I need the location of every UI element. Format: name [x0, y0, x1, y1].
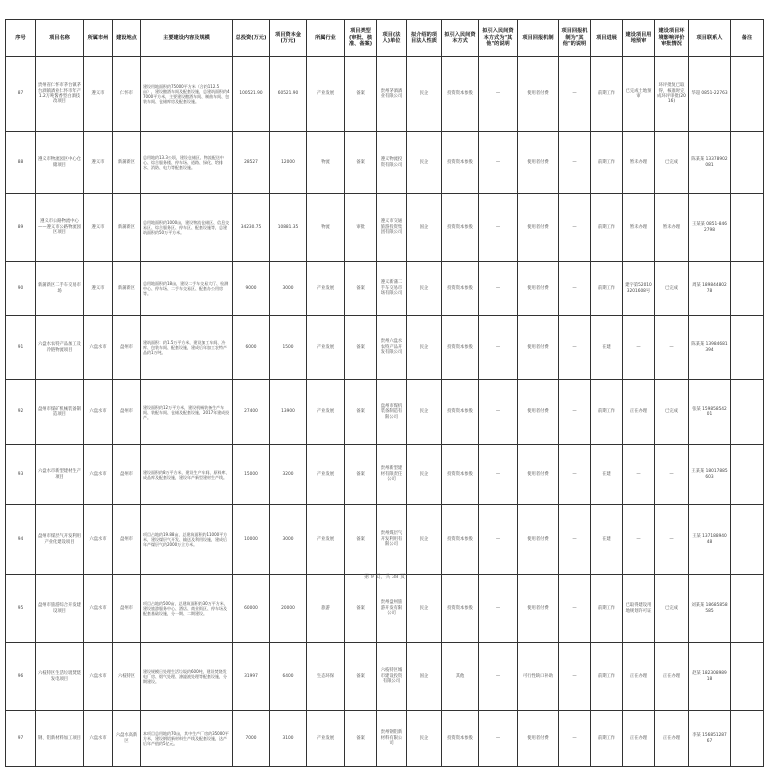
- cell-mode: 投资资本参股: [442, 316, 479, 380]
- cell-location: 新蒲新区: [113, 132, 141, 194]
- cell-industry: 产业发展: [307, 505, 345, 575]
- cell-total: 15000: [233, 445, 270, 505]
- cell-mode-other: —: [479, 643, 518, 711]
- cell-name: 盘州市煤矿机械装备制造项目: [36, 380, 84, 445]
- cell-capital: 3200: [270, 445, 307, 505]
- cell-note: [731, 445, 764, 505]
- cell-industry: 产业发展: [307, 380, 345, 445]
- cell-return-other: —: [559, 575, 591, 643]
- cell-mode-other: —: [479, 57, 518, 132]
- cell-note: [731, 505, 764, 575]
- cell-type: 备案: [345, 445, 377, 505]
- cell-content: 总用地约13.3公顷，建设仓储区、物流配送中心、综合服务楼、停车场、道路、绿化、给排水、消防、电力等配套设施。: [141, 132, 233, 194]
- cell-city: 六盘水市: [84, 575, 113, 643]
- cell-no: 94: [6, 505, 36, 575]
- cell-location: 仁怀市: [113, 57, 141, 132]
- table-row: [6, 316, 764, 380]
- cell-content: 建设用地面积约75000平方米（合约112.5亩），建设酿酒车间及配套设施，总建筑面积约47000平方米，主要建设酿酒车间、制曲车间、包装车间、仓储库房及配套设施。: [141, 57, 233, 132]
- cell-return: 使用者付费: [518, 132, 559, 194]
- cell-progress: 在建: [591, 316, 623, 380]
- cell-progress: 前期工作: [591, 380, 623, 445]
- cell-content: 建设面积约8万平方米，建设生产车间、原料库、成品库及配套设施，建设年产新型建材生产线。: [141, 445, 233, 505]
- cell-contact: 刘某某 18685858585: [689, 575, 731, 643]
- cell-no: 90: [6, 262, 36, 316]
- cell-mode: 投资资本参股: [442, 575, 479, 643]
- cell-city: 遵义市: [84, 132, 113, 194]
- cell-note: [731, 711, 764, 767]
- cell-type: 审批: [345, 194, 377, 262]
- cell-mode-other: —: [479, 445, 518, 505]
- cell-nature: 民企: [407, 316, 442, 380]
- table-row: [6, 262, 764, 316]
- cell-return-other: —: [559, 380, 591, 445]
- cell-total: 7000: [233, 711, 270, 767]
- cell-city: 六盘水市: [84, 711, 113, 767]
- cell-mode: 投资资本参股: [442, 57, 479, 132]
- cell-progress: 在建: [591, 445, 623, 505]
- header-note: 备注: [731, 20, 764, 57]
- cell-owner: 贵州钢铝新材料有限公司: [377, 711, 407, 767]
- header-total: 总投资(万元): [233, 20, 270, 57]
- cell-owner: 贵州茅酒酒业有限公司: [377, 57, 407, 132]
- cell-total: 31997: [233, 643, 270, 711]
- cell-location: 盘州市: [113, 316, 141, 380]
- cell-contact: 张某 15985854201: [689, 380, 731, 445]
- cell-no: 93: [6, 445, 36, 505]
- cell-industry: 物流: [307, 194, 345, 262]
- cell-nature: 国企: [407, 643, 442, 711]
- cell-return: 使用者付费: [518, 194, 559, 262]
- cell-no: 91: [6, 316, 36, 380]
- cell-note: [731, 132, 764, 194]
- cell-nature: 国企: [407, 194, 442, 262]
- cell-nature: 民企: [407, 711, 442, 767]
- header-industry: 所属行业: [307, 20, 345, 57]
- cell-total: 28527: [233, 132, 270, 194]
- cell-location: 六盘水高新区: [113, 711, 141, 767]
- cell-mode-other: —: [479, 132, 518, 194]
- header-return-other: 项目回报机制为"其他"的说明: [559, 20, 591, 57]
- cell-mode: 投资资本参股: [442, 505, 479, 575]
- cell-return: 使用者付费: [518, 57, 559, 132]
- cell-eia: 已完成: [655, 575, 689, 643]
- cell-owner: 贵州煤层气开发利用有限公司: [377, 505, 407, 575]
- cell-contact: 李某 15685128767: [689, 711, 731, 767]
- cell-city: 遵义市: [84, 57, 113, 132]
- cell-city: 六盘水市: [84, 316, 113, 380]
- header-location: 建设地点: [113, 20, 141, 57]
- cell-mode: 投资资本参股: [442, 262, 479, 316]
- cell-mode: 投资资本参股: [442, 132, 479, 194]
- cell-note: [731, 57, 764, 132]
- cell-eia: 暂未办理: [655, 194, 689, 262]
- cell-type: 备案: [345, 711, 377, 767]
- cell-location: 新蒲新区: [113, 262, 141, 316]
- cell-land: 建字第520103201608号: [623, 262, 655, 316]
- cell-location: 六枝特区: [113, 643, 141, 711]
- cell-return-other: —: [559, 316, 591, 380]
- cell-mode: 其他: [442, 643, 479, 711]
- cell-nature: 民企: [407, 262, 442, 316]
- cell-return-other: —: [559, 194, 591, 262]
- cell-industry: 产业发展: [307, 316, 345, 380]
- header-nature: 拟介绍的项目法人性质: [407, 20, 442, 57]
- cell-land: —: [623, 505, 655, 575]
- table-header-row: [6, 20, 764, 57]
- table-row: [6, 643, 764, 711]
- cell-content: 总用地面积约1000亩，建设物流仓储区、信息交易区、综合服务区、停车区、配套设施等，总建筑面积约50万平方米。: [141, 194, 233, 262]
- cell-mode-other: —: [479, 262, 518, 316]
- cell-type: 备案: [345, 505, 377, 575]
- cell-capital: 6400: [270, 643, 307, 711]
- cell-owner: 贵州盘州旅游开发有限公司: [377, 575, 407, 643]
- cell-nature: 民企: [407, 445, 442, 505]
- cell-owner: 遵义物流投资有限公司: [377, 132, 407, 194]
- project-table: [5, 19, 764, 767]
- cell-return: 使用者付费: [518, 711, 559, 767]
- cell-eia: —: [655, 505, 689, 575]
- cell-nature: 民企: [407, 575, 442, 643]
- cell-note: [731, 380, 764, 445]
- cell-capital: 1500: [270, 316, 307, 380]
- header-mode: 拟引入民间资本方式: [442, 20, 479, 57]
- cell-owner: 盘州市煤机装备制造有限公司: [377, 380, 407, 445]
- cell-contact: 王某某 18017885603: [689, 445, 731, 505]
- cell-land: —: [623, 316, 655, 380]
- cell-mode: 投资资本参股: [442, 711, 479, 767]
- cell-mode-other: —: [479, 380, 518, 445]
- cell-mode-other: —: [479, 194, 518, 262]
- cell-industry: 旅游: [307, 575, 345, 643]
- cell-note: [731, 194, 764, 262]
- cell-progress: 前期工作: [591, 132, 623, 194]
- cell-total: 34230.75: [233, 194, 270, 262]
- cell-return-other: —: [559, 132, 591, 194]
- cell-return-other: —: [559, 445, 591, 505]
- cell-eia: 环评批复已取得，核准时完成环评审批(2016): [655, 57, 689, 132]
- cell-city: 遵义市: [84, 262, 113, 316]
- cell-capital: 3000: [270, 505, 307, 575]
- table-row: [6, 57, 764, 132]
- cell-name: 盘州市煤层气开发利用产业化建设项目: [36, 505, 84, 575]
- cell-name: 贵州省仁怀市茅台镇茅台酒镇酒业仁怀市年产1.2万吨酱香型白酒技改项目: [36, 57, 84, 132]
- cell-total: 60000: [233, 575, 270, 643]
- cell-land: —: [623, 445, 655, 505]
- cell-capital: 3100: [270, 711, 307, 767]
- cell-mode-other: —: [479, 711, 518, 767]
- cell-progress: 前期工作: [591, 57, 623, 132]
- cell-mode-other: —: [479, 316, 518, 380]
- cell-mode: 投资资本参股: [442, 380, 479, 445]
- cell-no: 87: [6, 57, 36, 132]
- cell-city: 遵义市: [84, 194, 113, 262]
- cell-contact: 陈某某 13378902081: [689, 132, 731, 194]
- header-no: 序号: [6, 20, 36, 57]
- cell-location: 盘州市: [113, 445, 141, 505]
- cell-no: 88: [6, 132, 36, 194]
- cell-city: 六盘水市: [84, 380, 113, 445]
- cell-total: 10000: [233, 505, 270, 575]
- cell-land: 暂未办理: [623, 194, 655, 262]
- cell-return-other: —: [559, 262, 591, 316]
- cell-city: 六盘水市: [84, 643, 113, 711]
- cell-location: 新蒲新区: [113, 194, 141, 262]
- cell-name: 新蒲新区二手车交易市场: [36, 262, 84, 316]
- cell-name: 六盘水市新型建材生产项目: [36, 445, 84, 505]
- cell-progress: 前期工作: [591, 643, 623, 711]
- cell-no: 96: [6, 643, 36, 711]
- cell-no: 89: [6, 194, 36, 262]
- cell-owner: 贵州六盘水农特产品开发有限公司: [377, 316, 407, 380]
- header-city: 所属市州: [84, 20, 113, 57]
- cell-capital: 10881.35: [270, 194, 307, 262]
- cell-land: 已取得建设用地规划许可证: [623, 575, 655, 643]
- cell-no: 97: [6, 711, 36, 767]
- cell-contact: 王某 13718894048: [689, 505, 731, 575]
- cell-name: 六枝特区生活垃圾焚烧发电项目: [36, 643, 84, 711]
- cell-eia: 正在办理: [655, 711, 689, 767]
- cell-name: 遵义市公路物流中心——遵义市公路物流园区项目: [36, 194, 84, 262]
- table-row: [6, 194, 764, 262]
- cell-eia: 正在办理: [655, 643, 689, 711]
- cell-contact: 华超 0851-22763: [689, 57, 731, 132]
- cell-land: 暂未办理: [623, 132, 655, 194]
- header-type: 项目类型(审批、核准、备案): [345, 20, 377, 57]
- cell-nature: 民企: [407, 505, 442, 575]
- cell-owner: 遵义市交通旅游投资集团有限公司: [377, 194, 407, 262]
- table-row: [6, 711, 764, 767]
- cell-contact: 王某某 0851-8462798: [689, 194, 731, 262]
- cell-owner: 六枝特区城市建设投资有限公司: [377, 643, 407, 711]
- cell-return: 使用者付费: [518, 505, 559, 575]
- cell-type: 备案: [345, 575, 377, 643]
- cell-type: 备案: [345, 132, 377, 194]
- table-row: [6, 380, 764, 445]
- cell-land: 正在办理: [623, 380, 655, 445]
- cell-type: 备案: [345, 380, 377, 445]
- cell-eia: 已完成: [655, 262, 689, 316]
- header-mode-other: 拟引入民间资本方式为"其他"的说明: [479, 20, 518, 57]
- cell-total: 100521.90: [233, 57, 270, 132]
- cell-capital: 3000: [270, 262, 307, 316]
- cell-location: 盘州市: [113, 505, 141, 575]
- cell-mode: 投资资本参股: [442, 194, 479, 262]
- cell-eia: 已完成: [655, 380, 689, 445]
- cell-industry: 生态环保: [307, 643, 345, 711]
- cell-eia: —: [655, 445, 689, 505]
- cell-note: [731, 575, 764, 643]
- cell-return-other: —: [559, 57, 591, 132]
- header-content: 主要建设内容及规模: [141, 20, 233, 57]
- table-row: [6, 505, 764, 575]
- cell-content: 项目占地约19.88亩，总建筑面积约11000平方米，建设煤层气开发、输送及利用设施，建成后年产煤层气约2000万立方米。: [141, 505, 233, 575]
- cell-eia: —: [655, 316, 689, 380]
- header-contact: 项目联系人: [689, 20, 731, 57]
- cell-mode-other: —: [479, 575, 518, 643]
- cell-progress: 前期工作: [591, 711, 623, 767]
- table-row: [6, 132, 764, 194]
- cell-type: 备案: [345, 316, 377, 380]
- cell-industry: 产业发展: [307, 262, 345, 316]
- cell-total: 6000: [233, 316, 270, 380]
- cell-name: 六盘水农特产品加工及冷链物流项目: [36, 316, 84, 380]
- cell-land: 已完成土地预审: [623, 57, 655, 132]
- cell-capital: 13900: [270, 380, 307, 445]
- cell-owner: 遵义新蒲二手车交易市场有限公司: [377, 262, 407, 316]
- cell-eia: 已完成: [655, 132, 689, 194]
- cell-city: 六盘水市: [84, 505, 113, 575]
- cell-content: 建设规模日处理生活垃圾约600吨，建设焚烧发电厂房、烟气处理、渗滤液处理等配套设施，分期建设。: [141, 643, 233, 711]
- header-eia: 建设项目环境影响评价审批情况: [655, 20, 689, 57]
- header-progress: 项目进展: [591, 20, 623, 57]
- header-return: 项目回报机制: [518, 20, 559, 57]
- cell-nature: 民企: [407, 132, 442, 194]
- cell-content: 建筑面积：约1.5万平方米，建设加工车间、冷库、包装车间、配套设施，建成后年加工农特产品约1万吨。: [141, 316, 233, 380]
- cell-return: 使用者付费: [518, 316, 559, 380]
- cell-return-other: —: [559, 505, 591, 575]
- cell-industry: 产业发展: [307, 57, 345, 132]
- cell-capital: 60521.90: [270, 57, 307, 132]
- cell-content: 总用地面积约18亩，建设二手车交易大厅、检测中心、停车场、二手车交易区、配套办公用房等。: [141, 262, 233, 316]
- cell-return-other: —: [559, 643, 591, 711]
- cell-content: 本项目总用地约70亩，其中生产厂房约35000平方米，建设钢铝新材料生产线及配套设施，达产后年产值约5亿元。: [141, 711, 233, 767]
- cell-no: 92: [6, 380, 36, 445]
- cell-note: [731, 262, 764, 316]
- cell-mode: 投资资本参股: [442, 445, 479, 505]
- cell-contact: 周某 18984480278: [689, 262, 731, 316]
- cell-return: 使用者付费: [518, 445, 559, 505]
- cell-return-other: —: [559, 711, 591, 767]
- cell-name: 钢、铝新材料加工项目: [36, 711, 84, 767]
- cell-total: 27400: [233, 380, 270, 445]
- cell-return: 可行性缺口补助: [518, 643, 559, 711]
- cell-type: 备案: [345, 262, 377, 316]
- cell-industry: 物流: [307, 132, 345, 194]
- header-owner: 项目(法人)单位: [377, 20, 407, 57]
- cell-content: 项目占地约500亩，总建筑面积约30万平方米，建设旅游服务中心、酒店、商业街区、停车场及配套基础设施，分一期、二期建设。: [141, 575, 233, 643]
- cell-type: 备案: [345, 57, 377, 132]
- header-land: 建设项目用地预审: [623, 20, 655, 57]
- cell-content: 建设面积约12万平方米，建设机械装备生产车间、装配车间、仓储及配套设施，2017年建成投产。: [141, 380, 233, 445]
- cell-location: 盘州市: [113, 380, 141, 445]
- table-row: [6, 575, 764, 643]
- cell-return: 使用者付费: [518, 262, 559, 316]
- cell-name: 遵义市物流园区中心仓储项目: [36, 132, 84, 194]
- page-footer: 第 9 页，共 38 页: [364, 574, 405, 580]
- cell-progress: 在建: [591, 505, 623, 575]
- cell-progress: 前期工作: [591, 194, 623, 262]
- cell-nature: 民企: [407, 380, 442, 445]
- cell-land: 正在办理: [623, 711, 655, 767]
- cell-nature: 民企: [407, 57, 442, 132]
- cell-return: 使用者付费: [518, 380, 559, 445]
- cell-total: 9000: [233, 262, 270, 316]
- cell-progress: 前期工作: [591, 575, 623, 643]
- cell-name: 盘州市旅游综合开发建设项目: [36, 575, 84, 643]
- cell-land: 正在办理: [623, 643, 655, 711]
- cell-location: 盘州市: [113, 575, 141, 643]
- cell-type: 备案: [345, 643, 377, 711]
- header-name: 项目名称: [36, 20, 84, 57]
- cell-industry: 产业发展: [307, 711, 345, 767]
- header-capital: 项目资本金(万元): [270, 20, 307, 57]
- cell-mode-other: —: [479, 505, 518, 575]
- cell-industry: 产业发展: [307, 445, 345, 505]
- cell-note: [731, 316, 764, 380]
- cell-city: 六盘水市: [84, 445, 113, 505]
- cell-owner: 贵州新型建材有限责任公司: [377, 445, 407, 505]
- cell-no: 95: [6, 575, 36, 643]
- cell-note: [731, 643, 764, 711]
- cell-return: 使用者付费: [518, 575, 559, 643]
- cell-progress: 前期工作: [591, 262, 623, 316]
- table-row: [6, 445, 764, 505]
- cell-contact: 陈某某 13984681394: [689, 316, 731, 380]
- cell-capital: 20000: [270, 575, 307, 643]
- cell-contact: 赵某 18230898918: [689, 643, 731, 711]
- cell-capital: 12000: [270, 132, 307, 194]
